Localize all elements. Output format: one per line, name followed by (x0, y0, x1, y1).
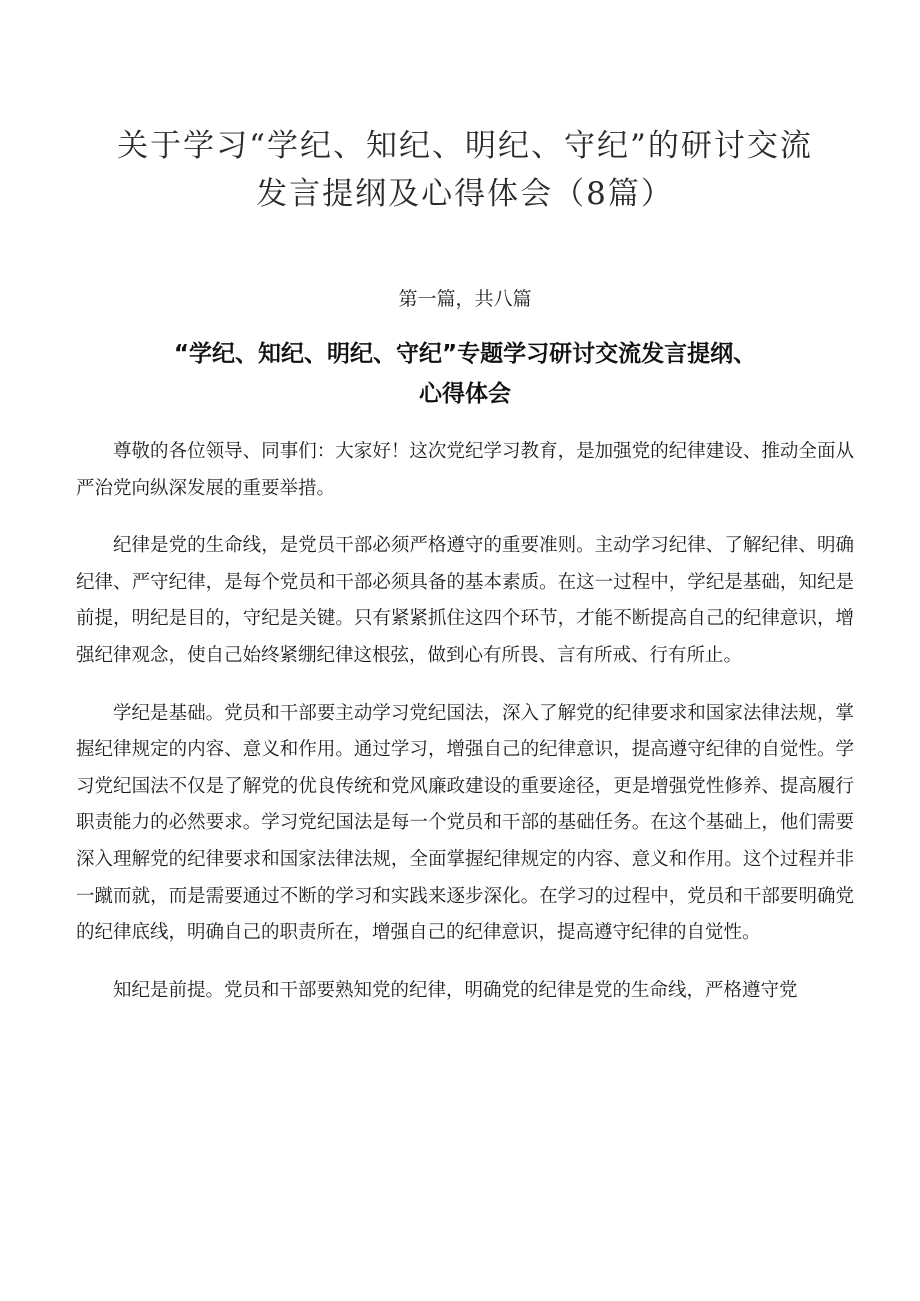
section-title-line-1: “学纪、知纪、明纪、守纪”专题学习研讨交流发言提纲、 (173, 341, 757, 367)
document-title-line-1: 关于学习“学纪、知纪、明纪、守纪”的研讨交流 (117, 128, 813, 164)
body-paragraph-greeting: 尊敬的各位领导、同事们：大家好！这次党纪学习教育，是加强党的纪律建设、推动全面从严治党向纵深发展的重要举措。 (76, 441, 854, 499)
section-title-line-2: 心得体会 (419, 381, 511, 407)
body-paragraph-discipline: 纪律是党的生命线，是党员干部必须严格遵守的重要准则。主动学习纪律、了解纪律、明确纪律、严守纪律，是每个党员和干部必须具备的基本素质。在这一过程中，学纪是基础，知纪是前提，明纪是目的，守纪是关键。只有紧紧抓住这四个环节，才能不断提高自己的纪律意识，增强纪律观念，使自己始终紧绷纪律这根弦，做到心有所畏、言有所戒、行有所止。 (76, 535, 854, 666)
section-label: 第一篇，共八篇 (398, 288, 532, 310)
section-title (76, 334, 854, 414)
body-paragraph-learn-discipline: 学纪是基础。党员和干部要主动学习党纪国法，深入了解党的纪律要求和国家法律法规，掌握纪律规定的内容、意义和作用。通过学习，增强自己的纪律意识，提高遵守纪律的自觉性。学习党纪国法不仅是了解党的优良传统和党风廉政建设的重要途径，更是增强党性修养、提高履行职责能力的必然要求。学习党纪国法是每一个党员和干部的基础任务。在这个基础上，他们需要深入理解党的纪律要求和国家法律法规，全面掌握纪律规定的内容、意义和作用。这个过程并非一蹴而就，而是需要通过不断的学习和实践来逐步深化。在学习的过程中，党员和干部要明确党的纪律底线，明确自己的职责所在，增强自己的纪律意识，提高遵守纪律的自觉性。 (76, 702, 854, 944)
document-title (76, 122, 854, 218)
body-paragraph-know-discipline: 知纪是前提。党员和干部要熟知党的纪律，明确党的纪律是党的生命线，严格遵守党 (113, 979, 798, 1001)
document-title-line-2: 发言提纲及心得体会（8篇） (256, 176, 674, 212)
